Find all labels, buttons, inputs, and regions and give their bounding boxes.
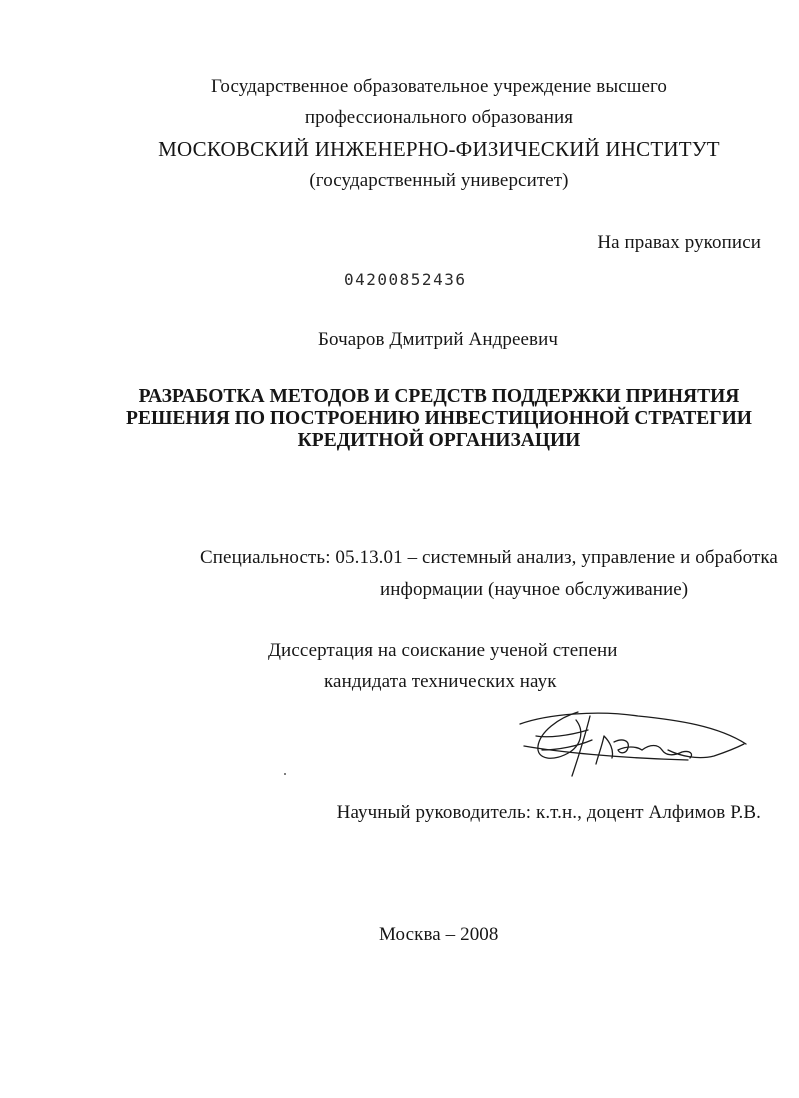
scan-speck [284, 773, 286, 775]
title-line-2: РЕШЕНИЯ ПО ПОСТРОЕНИЮ ИНВЕСТИЦИОННОЙ СТРАТЕГИИ [126, 408, 752, 429]
institute-status: (государственный университет) [309, 170, 569, 191]
scientific-supervisor: Научный руководитель: к.т.н., доцент Алфимов Р.В. [336, 802, 761, 823]
manuscript-note: На правах рукописи [597, 232, 761, 253]
degree-line-2: кандидата технических наук [324, 671, 557, 692]
degree-line-1: Диссертация на соискание ученой степени [268, 640, 618, 661]
author-name: Бочаров Дмитрий Андреевич [318, 329, 559, 350]
institute-name: МОСКОВСКИЙ ИНЖЕНЕРНО-ФИЗИЧЕСКИЙ ИНСТИТУТ [158, 137, 720, 161]
header-organization-type: Государственное образовательное учреждение высшего [210, 76, 668, 97]
specialty-line-2: информации (научное обслуживание) [380, 579, 689, 600]
dissertation-title [0, 386, 799, 452]
header-education-level: профессионального образования [304, 107, 574, 128]
registration-number-stamp: 04200852436 [344, 270, 467, 289]
title-line-1: РАЗРАБОТКА МЕТОДОВ И СРЕДСТВ ПОДДЕРЖКИ ПРИНЯТИЯ [138, 386, 740, 407]
title-line-3: КРЕДИТНОЙ ОРГАНИЗАЦИИ [297, 430, 581, 451]
signature-icon [518, 706, 748, 786]
place-and-year: Москва – 2008 [379, 924, 499, 945]
specialty-line-1: Специальность: 05.13.01 – системный анализ, управление и обработка [200, 547, 778, 568]
